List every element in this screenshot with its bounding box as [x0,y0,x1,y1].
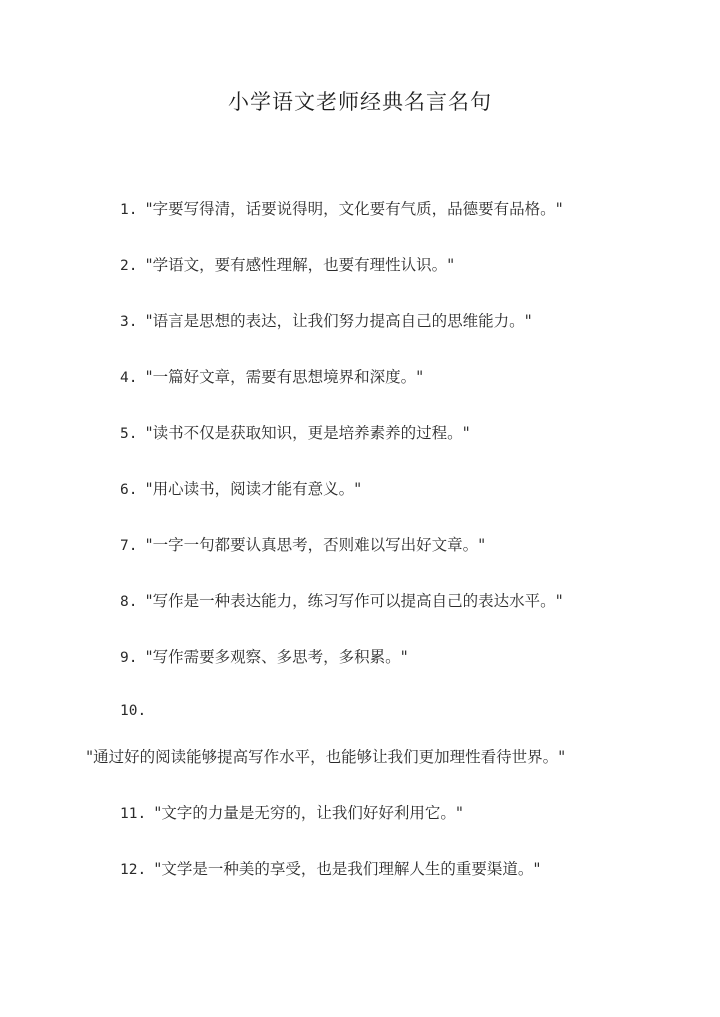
quote-text: "文学是一种美的享受，也是我们理解人生的重要渠道。" [154,860,541,878]
quote-item [120,857,540,879]
quote-text: "语言是思想的表达，让我们努力提高自己的思维能力。" [145,312,532,330]
quote-text: "用心读书，阅读才能有意义。" [145,480,362,498]
document-title: 小学语文老师经典名言名句 [228,90,492,114]
quote-text: "文字的力量是无穷的，让我们好好利用它。" [154,804,463,822]
quote-item [120,701,154,719]
quote-number: 10. [120,703,147,719]
quote-item [120,801,463,823]
quote-text-wrapped: "通过好的阅读能够提高写作水平，也能够让我们更加理性看待世界。" [86,748,566,766]
quote-number: 9. [120,650,138,666]
quote-number: 12. [120,862,147,878]
quote-text: "写作是一种表达能力，练习写作可以提高自己的表达水平。" [145,592,563,610]
quote-item [120,477,361,499]
quote-item [120,589,563,611]
quote-number: 7. [120,538,138,554]
quote-text: "一字一句都要认真思考，否则难以写出好文章。" [145,536,486,554]
quote-item [120,365,423,387]
quote-text: "读书不仅是获取知识，更是培养素养的过程。" [145,424,470,442]
quote-number: 3. [120,314,138,330]
quote-number: 11. [120,806,147,822]
quote-item [120,421,470,443]
quote-text: "字要写得清，话要说得明，文化要有气质，品德要有品格。" [145,200,563,218]
quote-item [120,645,408,667]
quote-number: 6. [120,482,138,498]
quote-number: 1. [120,202,138,218]
quote-text: "一篇好文章，需要有思想境界和深度。" [145,368,424,386]
quote-item [120,253,454,275]
quote-number: 8. [120,594,138,610]
quote-number: 5. [120,426,138,442]
quote-item [120,309,532,331]
quote-item [120,533,485,555]
quote-text: "学语文，要有感性理解，也要有理性认识。" [145,256,455,274]
quote-item [120,197,563,219]
quote-number: 4. [120,370,138,386]
quote-number: 2. [120,258,138,274]
quote-text: "写作需要多观察、多思考，多积累。" [145,648,408,666]
